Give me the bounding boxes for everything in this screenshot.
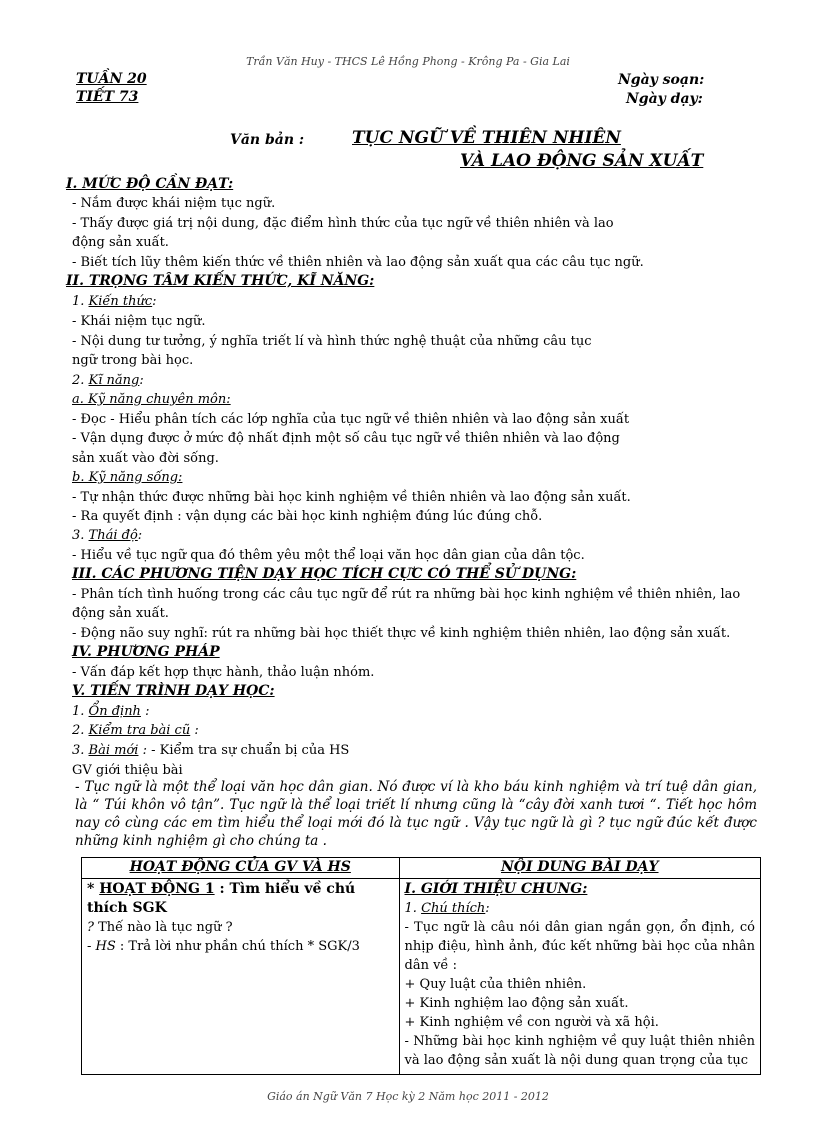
hd1-bullet: *	[87, 881, 100, 897]
s5-1-colon: :	[140, 704, 150, 719]
s2-kt-colon: :	[152, 294, 157, 309]
s5-2-label: Kiểm tra bài cũ	[88, 723, 191, 738]
hd1-label: HOẠT ĐỘNG 1	[99, 881, 215, 897]
s3-line3: - Động não suy nghĩ: rút ra những bài học thiết thực về kinh nghiệm thiên nhiên, lao động sản xuất.	[72, 626, 731, 641]
right-sub-num: 1.	[404, 901, 422, 916]
s5-1-num: 1.	[72, 704, 89, 719]
hs-label: HS	[95, 939, 116, 954]
left-cell	[82, 879, 400, 1075]
s5-3-label: Bài mới	[88, 743, 139, 758]
right-b2: + Kinh nghiệm lao động sản xuất.	[404, 996, 629, 1011]
intro-paragraph: - Tục ngữ là một thể loại văn học dân gian. Nó được ví là kho báu kinh nghiệm và trí tuệ dân gian, là “ Túi khôn vô tận”. Tục ngữ là thể loại triết lí nhưng cũng là “cây đời xanh tươi “. Tiết học hôm nay cô cùng các em tìm hiểu thể loại mới đó là tục ngữ . Vậy tục ngữ là gì ? tục ngữ đúc kết được những kinh nghiệm gì cho chúng ta .	[75, 779, 757, 849]
s2-ki-nang	[72, 372, 144, 389]
hs-line	[87, 937, 394, 956]
right-sub	[405, 899, 755, 918]
s2-kt-line1: - Khái niệm tục ngữ.	[72, 314, 206, 329]
right-p2: - Những bài học kinh nghiệm về quy luật thiên nhiên và lao động sản xuất là nội dung quan trọng của tục	[404, 1034, 755, 1068]
table-header-row	[82, 858, 761, 879]
right-sub-label: Chú thích	[421, 901, 486, 916]
right-b3: + Kinh nghiệm về con người và xã hội.	[404, 1015, 659, 1030]
s2-knsong-line2: - Ra quyết định : vận dụng các bài học kinh nghiệm đúng lúc đúng chỗ.	[72, 509, 543, 524]
s5-3-num: 3.	[72, 743, 89, 758]
s1-line3: động sản xuất.	[72, 235, 169, 250]
section-5-heading: V. TIẾN TRÌNH DẠY HỌC:	[72, 683, 275, 699]
s2-kien-thuc	[72, 293, 157, 310]
s2-td-label: Thái độ	[88, 528, 138, 543]
s1-line2: - Thấy được giá trị nội dung, đặc điểm hình thức của tục ngữ về thiên nhiên và lao	[72, 216, 614, 231]
s5-1-label: Ổn định	[88, 704, 141, 719]
section-3-heading: III. CÁC PHƯƠNG TIỆN DẠY HỌC TÍCH CỰC CÓ THỂ SỬ DỤNG:	[72, 566, 577, 582]
s5-2-colon: :	[190, 723, 199, 738]
hs-dash: -	[87, 939, 96, 954]
s2-td-num: 3.	[72, 528, 89, 543]
s2-knsong-line1: - Tự nhận thức được những bài học kinh nghiệm về thiên nhiên và lao động sản xuất.	[72, 490, 631, 505]
question-line	[87, 918, 394, 937]
s5-2-num: 2.	[72, 723, 89, 738]
section-4-heading: IV. PHƯƠNG PHÁP	[72, 644, 220, 660]
section-1-heading: I. MỨC ĐỘ CẦN ĐẠT:	[66, 176, 234, 192]
s3-line1: - Phân tích tình huống trong các câu tục ngữ để rút ra những bài học kinh nghiệm về thiên nhiên, lao	[72, 587, 741, 602]
gv-intro: GV giới thiệu bài	[72, 763, 183, 778]
s5-3-rest: - Kiểm tra sự chuẩn bị của HS	[146, 743, 350, 758]
ngay-soan: Ngày soạn:	[618, 72, 705, 88]
question-text: Thế nào là tục ngữ ?	[98, 920, 233, 935]
right-b1: + Quy luật của thiên nhiên.	[404, 977, 587, 992]
s2-kt-num: 1.	[72, 294, 89, 309]
hd1-rest: : Tìm hiểu về chú thích SGK	[87, 881, 356, 916]
s1-line1: - Nắm được khái niệm tục ngữ.	[72, 196, 276, 211]
col1-header: HOẠT ĐỘNG CỦA GV VÀ HS	[82, 858, 400, 879]
right-sub-colon: :	[485, 901, 490, 916]
s2-td-line1: - Hiểu về tục ngữ qua đó thêm yêu một thể loại văn học dân gian của dân tộc.	[72, 548, 585, 563]
title-line2: VÀ LAO ĐỘNG SẢN XUẤT	[460, 151, 704, 171]
lesson-table	[81, 857, 761, 1075]
s2-kncm-line2: - Vận dụng được ở mức độ nhất định một số câu tục ngữ về thiên nhiên và lao động	[72, 431, 620, 446]
s2-kncm-line3: sản xuất vào đời sống.	[72, 451, 219, 466]
s5-on-dinh	[72, 703, 149, 720]
col2-header: NỘI DUNG BÀI DẠY	[399, 858, 760, 879]
tiet-label: TIẾT 73	[76, 89, 139, 105]
s2-kn-label: Kĩ năng	[88, 373, 140, 388]
title-line1: TỤC NGỮ VỀ THIÊN NHIÊN	[352, 128, 621, 148]
s2-kn-colon: :	[139, 373, 144, 388]
right-heading: I. GIỚI THIỆU CHUNG:	[404, 881, 588, 897]
ngay-day: Ngày dạy:	[626, 91, 703, 107]
page-header: Trần Văn Huy - THCS Lê Hồng Phong - Krông Pa - Gia Lai	[246, 55, 570, 68]
s2-td-colon: :	[137, 528, 143, 543]
s1-line4: - Biết tích lũy thêm kiến thức về thiên nhiên và lao động sản xuất qua các câu tục ngữ.	[72, 255, 644, 270]
right-cell	[399, 879, 760, 1075]
s5-3-colon: :	[138, 743, 147, 758]
right-p1: - Tục ngữ là câu nói dân gian ngắn gọn, ổn định, có nhịp điệu, hình ảnh, đúc kết những bài học của nhân dân về :	[404, 920, 755, 973]
s2-kt-line3: ngữ trong bài học.	[72, 353, 194, 368]
s2-thai-do	[72, 527, 142, 544]
tuan-label: TUẦN 20	[76, 71, 147, 87]
s2-kn-num: 2.	[72, 373, 89, 388]
s5-bai-moi	[72, 742, 349, 759]
s2-kn-song: b. Kỹ năng sống:	[72, 470, 183, 485]
s4-line1: - Vấn đáp kết hợp thực hành, thảo luận nhóm.	[72, 665, 375, 680]
question-mark: ?	[87, 920, 99, 935]
hs-text: : Trả lời như phần chú thích * SGK/3	[115, 939, 360, 954]
s2-kt-line2: - Nội dung tư tưởng, ý nghĩa triết lí và hình thức nghệ thuật của những câu tục	[72, 334, 592, 349]
s5-kiem-tra	[72, 722, 199, 739]
s2-kncm-line1: - Đọc - Hiểu phân tích các lớp nghĩa của tục ngữ về thiên nhiên và lao động sản xuất	[72, 412, 630, 427]
section-2-heading: II. TRỌNG TÂM KIẾN THỨC, KĨ NĂNG:	[66, 273, 375, 289]
s3-line2: động sản xuất.	[72, 606, 169, 621]
table-row	[82, 879, 761, 1075]
hd1-line	[87, 880, 394, 918]
s2-kn-chuyen-mon: a. Kỹ năng chuyên môn:	[72, 392, 231, 407]
van-ban-label: Văn bản :	[230, 132, 305, 148]
s2-kt-label: Kiến thức	[88, 294, 153, 309]
page-footer: Giáo án Ngữ Văn 7 Học kỳ 2 Năm học 2011 - 2012	[267, 1090, 549, 1103]
